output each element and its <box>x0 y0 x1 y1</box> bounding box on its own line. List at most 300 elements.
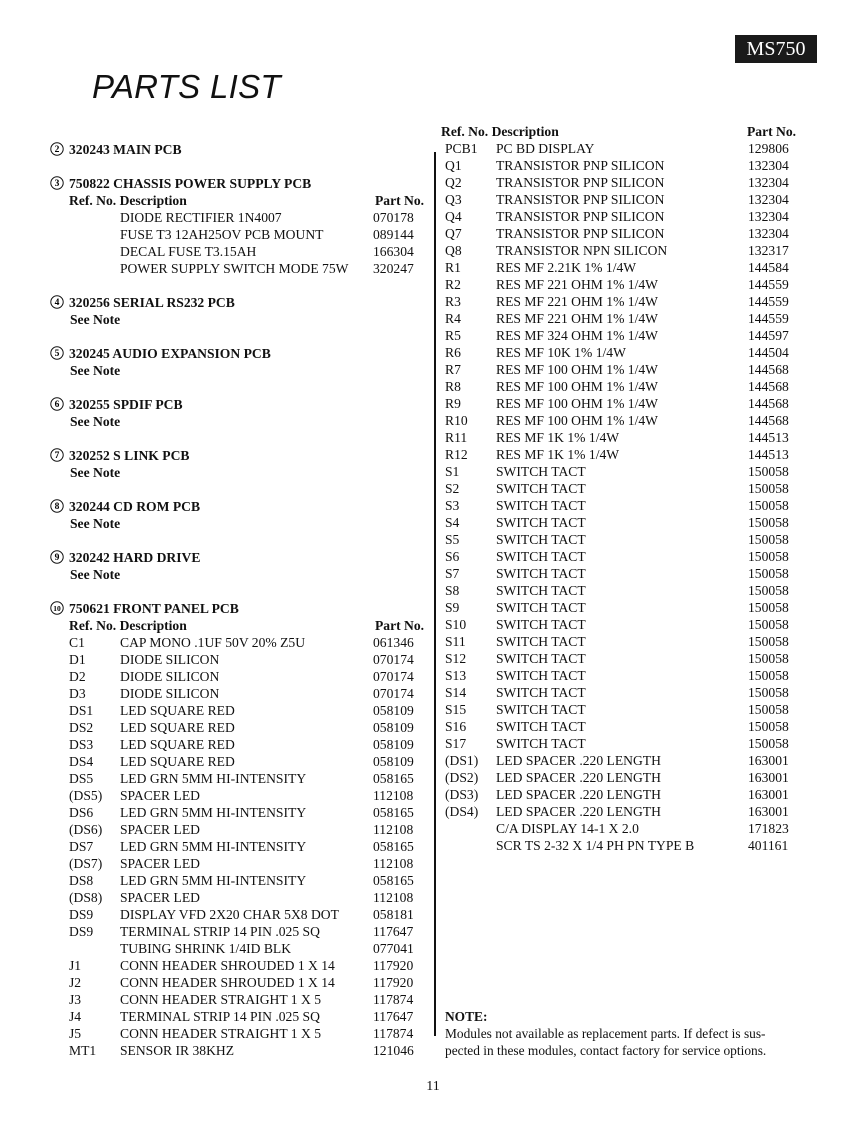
column-header <box>50 617 432 634</box>
ref-no: J3 <box>69 992 82 1007</box>
parts-row <box>441 820 811 837</box>
parts-row <box>50 634 432 651</box>
ref-no: R4 <box>445 311 461 326</box>
description: SWITCH TACT <box>496 566 586 581</box>
ref-no: S11 <box>445 634 466 649</box>
part-no: 150058 <box>748 702 789 717</box>
part-no: 112108 <box>373 822 414 837</box>
parts-row <box>441 140 811 157</box>
description: CONN HEADER SHROUDED 1 X 14 <box>120 958 335 973</box>
parts-row <box>441 837 811 854</box>
ref-no: R9 <box>445 396 461 411</box>
ref-no: S1 <box>445 464 460 479</box>
ref-no: J4 <box>69 1009 82 1024</box>
header-ref-desc: Ref. No. Description <box>69 618 187 633</box>
part-no: 058165 <box>373 771 414 786</box>
description: DECAL FUSE T3.15AH <box>120 244 257 259</box>
description: RES MF 221 OHM 1% 1/4W <box>496 277 659 292</box>
part-no: 061346 <box>373 635 414 650</box>
ref-no: J2 <box>69 975 82 990</box>
parts-row <box>441 480 811 497</box>
part-no: 070174 <box>373 669 414 684</box>
description: CONN HEADER STRAIGHT 1 X 5 <box>120 1026 322 1041</box>
parts-row <box>50 889 432 906</box>
description: TRANSISTOR PNP SILICON <box>496 175 665 190</box>
part-no: 150058 <box>748 464 789 479</box>
part-no: 112108 <box>373 890 414 905</box>
spacer <box>50 379 432 396</box>
section-heading <box>50 549 432 566</box>
description: SPACER LED <box>120 822 200 837</box>
header-ref-desc: Ref. No. Description <box>441 124 559 139</box>
see-note: See Note <box>70 516 121 531</box>
ref-no: C1 <box>69 635 85 650</box>
ref-no: S7 <box>445 566 460 581</box>
part-no: 117874 <box>373 992 414 1007</box>
circled-number-icon <box>50 176 64 190</box>
ref-no: S3 <box>445 498 460 513</box>
description: SWITCH TACT <box>496 719 586 734</box>
parts-row <box>441 650 811 667</box>
description: SPACER LED <box>120 856 200 871</box>
part-no: 163001 <box>748 770 789 785</box>
part-no: 070178 <box>373 210 414 225</box>
part-no: 171823 <box>748 821 789 836</box>
parts-row <box>441 174 811 191</box>
ref-no: DS2 <box>69 720 94 735</box>
parts-row <box>441 327 811 344</box>
part-no: 144584 <box>748 260 789 275</box>
part-no: 058109 <box>373 703 414 718</box>
spacer <box>50 481 432 498</box>
parts-row <box>441 599 811 616</box>
part-no: 058109 <box>373 720 414 735</box>
description: SWITCH TACT <box>496 532 586 547</box>
parts-row <box>441 412 811 429</box>
ref-no: S9 <box>445 600 460 615</box>
model-badge: MS750 <box>735 35 817 63</box>
ref-no: (DS1) <box>445 753 479 768</box>
svg-text:2: 2 <box>54 145 60 156</box>
ref-no: S10 <box>445 617 467 632</box>
parts-row <box>441 276 811 293</box>
section-heading <box>50 447 432 464</box>
parts-row <box>441 497 811 514</box>
section-heading <box>50 396 432 413</box>
ref-no: R8 <box>445 379 461 394</box>
part-no: 058181 <box>373 907 414 922</box>
ref-no: (DS6) <box>69 822 103 837</box>
parts-row <box>441 786 811 803</box>
description: RES MF 1K 1% 1/4W <box>496 447 620 462</box>
section-title: 750621 FRONT PANEL PCB <box>69 601 239 616</box>
description: SWITCH TACT <box>496 481 586 496</box>
see-note: See Note <box>70 312 121 327</box>
parts-row <box>50 1042 432 1059</box>
ref-no: S12 <box>445 651 467 666</box>
page-number: 11 <box>426 1079 440 1094</box>
description: RES MF 100 OHM 1% 1/4W <box>496 362 659 377</box>
note-line: pected in these modules, contact factory for service options. <box>445 1043 767 1058</box>
description: LED SQUARE RED <box>120 737 235 752</box>
ref-no: R10 <box>445 413 468 428</box>
parts-row <box>50 243 432 260</box>
description: CONN HEADER STRAIGHT 1 X 5 <box>120 992 322 1007</box>
description: RES MF 1K 1% 1/4W <box>496 430 620 445</box>
description: TUBING SHRINK 1/4ID BLK <box>120 941 292 956</box>
section-title: 320256 SERIAL RS232 PCB <box>69 295 235 310</box>
parts-row <box>441 293 811 310</box>
part-no: 058165 <box>373 873 414 888</box>
parts-row <box>50 1008 432 1025</box>
section-heading <box>50 345 432 362</box>
parts-row <box>441 769 811 786</box>
spacer <box>50 328 432 345</box>
part-no: 144568 <box>748 379 789 394</box>
part-no: 144513 <box>748 430 789 445</box>
parts-row <box>50 1025 432 1042</box>
parts-row <box>441 514 811 531</box>
parts-row <box>50 719 432 736</box>
part-no: 150058 <box>748 651 789 666</box>
circled-number-icon <box>50 499 64 513</box>
parts-row <box>441 157 811 174</box>
parts-row <box>441 633 811 650</box>
description: SWITCH TACT <box>496 634 586 649</box>
description: TRANSISTOR PNP SILICON <box>496 158 665 173</box>
part-no: 150058 <box>748 668 789 683</box>
parts-row <box>441 548 811 565</box>
description: SWITCH TACT <box>496 736 586 751</box>
spacer <box>50 583 432 600</box>
ref-no: S5 <box>445 532 460 547</box>
ref-no: DS1 <box>69 703 94 718</box>
description: DIODE SILICON <box>120 686 220 701</box>
part-no: 150058 <box>748 736 789 751</box>
ref-no: (DS5) <box>69 788 103 803</box>
ref-no: Q3 <box>445 192 462 207</box>
circled-number-icon <box>50 550 64 564</box>
part-no: 150058 <box>748 583 789 598</box>
see-note: See Note <box>70 567 121 582</box>
svg-text:6: 6 <box>54 400 60 411</box>
description: LED SPACER .220 LENGTH <box>496 804 661 819</box>
section-title: 320242 HARD DRIVE <box>69 550 201 565</box>
part-no: 320247 <box>373 261 414 276</box>
part-no: 117920 <box>373 975 414 990</box>
description: SWITCH TACT <box>496 515 586 530</box>
description: RES MF 324 OHM 1% 1/4W <box>496 328 659 343</box>
spacer <box>50 430 432 447</box>
part-no: 144568 <box>748 362 789 377</box>
ref-no: R2 <box>445 277 461 292</box>
description: LED SPACER .220 LENGTH <box>496 770 661 785</box>
parts-row <box>441 378 811 395</box>
parts-row <box>50 991 432 1008</box>
ref-no: S2 <box>445 481 460 496</box>
parts-row <box>441 735 811 752</box>
parts-row <box>441 310 811 327</box>
spacer <box>50 532 432 549</box>
ref-no: R1 <box>445 260 461 275</box>
column-divider <box>434 152 436 1036</box>
section-title: 320243 MAIN PCB <box>69 142 182 157</box>
parts-row <box>50 923 432 940</box>
part-no: 150058 <box>748 600 789 615</box>
svg-text:3: 3 <box>54 179 60 190</box>
description: LED SQUARE RED <box>120 703 235 718</box>
description: PC BD DISPLAY <box>496 141 595 156</box>
description: LED SQUARE RED <box>120 754 235 769</box>
description: CAP MONO .1UF 50V 20% Z5U <box>120 635 306 650</box>
parts-row <box>441 191 811 208</box>
part-no: 117874 <box>373 1026 414 1041</box>
svg-text:7: 7 <box>54 451 60 462</box>
part-no: 401161 <box>748 838 789 853</box>
parts-row <box>441 752 811 769</box>
parts-row <box>50 940 432 957</box>
ref-no: (DS3) <box>445 787 479 802</box>
part-no: 132304 <box>748 175 789 190</box>
part-no: 150058 <box>748 549 789 564</box>
description: SWITCH TACT <box>496 668 586 683</box>
section-title: 320252 S LINK PCB <box>69 448 190 463</box>
description: SPACER LED <box>120 890 200 905</box>
parts-row <box>441 701 811 718</box>
section-heading <box>50 175 432 192</box>
header-part-no: Part No. <box>375 193 425 208</box>
ref-no: Q1 <box>445 158 462 173</box>
parts-row <box>50 906 432 923</box>
part-no: 150058 <box>748 719 789 734</box>
part-no: 144568 <box>748 396 789 411</box>
ref-no: R5 <box>445 328 461 343</box>
svg-text:9: 9 <box>54 553 60 564</box>
circled-number-icon <box>50 448 64 462</box>
part-no: 150058 <box>748 617 789 632</box>
section-heading <box>50 294 432 311</box>
parts-row <box>441 531 811 548</box>
part-no: 077041 <box>373 941 414 956</box>
description: RES MF 221 OHM 1% 1/4W <box>496 311 659 326</box>
parts-row <box>50 855 432 872</box>
part-no: 129806 <box>748 141 789 156</box>
description: SWITCH TACT <box>496 583 586 598</box>
description: LED SPACER .220 LENGTH <box>496 787 661 802</box>
section-heading <box>50 600 432 617</box>
parts-row <box>50 804 432 821</box>
parts-row <box>441 225 811 242</box>
description: TERMINAL STRIP 14 PIN .025 SQ <box>120 1009 320 1024</box>
description: TRANSISTOR PNP SILICON <box>496 209 665 224</box>
ref-no: J1 <box>69 958 82 973</box>
description: RES MF 100 OHM 1% 1/4W <box>496 379 659 394</box>
description: SWITCH TACT <box>496 464 586 479</box>
note-title: NOTE: <box>445 1009 488 1024</box>
circled-number-icon <box>50 295 64 309</box>
ref-no: R7 <box>445 362 461 377</box>
ref-no: DS8 <box>69 873 94 888</box>
header-ref-desc: Ref. No. Description <box>69 193 187 208</box>
part-no: 058165 <box>373 805 414 820</box>
ref-no: S17 <box>445 736 467 751</box>
parts-row <box>50 209 432 226</box>
description: RES MF 10K 1% 1/4W <box>496 345 626 360</box>
section-title: 320255 SPDIF PCB <box>69 397 183 412</box>
circled-number-icon <box>50 142 64 156</box>
parts-row <box>441 208 811 225</box>
part-no: 150058 <box>748 685 789 700</box>
parts-row <box>441 718 811 735</box>
circled-number-icon <box>50 601 64 615</box>
parts-row <box>441 463 811 480</box>
description: DIODE RECTIFIER 1N4007 <box>120 210 282 225</box>
parts-row <box>50 872 432 889</box>
part-no: 121046 <box>373 1043 414 1058</box>
part-no: 132304 <box>748 158 789 173</box>
ref-no: DS5 <box>69 771 94 786</box>
ref-no: MT1 <box>69 1043 97 1058</box>
ref-no: S6 <box>445 549 460 564</box>
ref-no: PCB1 <box>445 141 478 156</box>
ref-no: DS4 <box>69 754 94 769</box>
ref-no: D1 <box>69 652 86 667</box>
svg-text:5: 5 <box>54 349 60 360</box>
part-no: 058165 <box>373 839 414 854</box>
note-line: Modules not available as replacement parts. If defect is sus- <box>445 1026 766 1041</box>
parts-row <box>441 361 811 378</box>
parts-row <box>50 736 432 753</box>
parts-row <box>50 753 432 770</box>
description: SWITCH TACT <box>496 600 586 615</box>
description: RES MF 221 OHM 1% 1/4W <box>496 294 659 309</box>
parts-row <box>50 668 432 685</box>
section-heading <box>50 498 432 515</box>
parts-row <box>50 770 432 787</box>
part-no: 144559 <box>748 294 789 309</box>
see-note: See Note <box>70 465 121 480</box>
section-title: 320245 AUDIO EXPANSION PCB <box>69 346 271 361</box>
description: SWITCH TACT <box>496 702 586 717</box>
description: LED GRN 5MM HI-INTENSITY <box>120 805 307 820</box>
parts-row <box>50 226 432 243</box>
description: SENSOR IR 38KHZ <box>120 1043 235 1058</box>
parts-row <box>50 957 432 974</box>
circled-number-icon <box>50 397 64 411</box>
column-header <box>50 192 432 209</box>
ref-no: R12 <box>445 447 468 462</box>
description: TRANSISTOR NPN SILICON <box>496 243 668 258</box>
ref-no: S15 <box>445 702 467 717</box>
parts-row <box>441 667 811 684</box>
part-no: 132304 <box>748 209 789 224</box>
part-no: 144504 <box>748 345 789 360</box>
ref-no: S16 <box>445 719 467 734</box>
description: RES MF 100 OHM 1% 1/4W <box>496 396 659 411</box>
part-no: 144559 <box>748 311 789 326</box>
see-note: See Note <box>70 414 121 429</box>
part-no: 144597 <box>748 328 789 343</box>
ref-no: Q8 <box>445 243 462 258</box>
ref-no: (DS7) <box>69 856 103 871</box>
description: DIODE SILICON <box>120 669 220 684</box>
part-no: 070174 <box>373 686 414 701</box>
description: RES MF 2.21K 1% 1/4W <box>496 260 637 275</box>
description: TERMINAL STRIP 14 PIN .025 SQ <box>120 924 320 939</box>
description: SWITCH TACT <box>496 685 586 700</box>
description: LED GRN 5MM HI-INTENSITY <box>120 873 307 888</box>
left-column <box>50 141 432 1059</box>
part-no: 058109 <box>373 737 414 752</box>
part-no: 132317 <box>748 243 789 258</box>
parts-row <box>441 684 811 701</box>
parts-row <box>50 685 432 702</box>
parts-row <box>441 616 811 633</box>
circled-number-icon <box>50 346 64 360</box>
parts-row <box>441 259 811 276</box>
part-no: 163001 <box>748 753 789 768</box>
ref-no: S14 <box>445 685 467 700</box>
part-no: 132304 <box>748 192 789 207</box>
parts-row <box>50 702 432 719</box>
section-title: 320244 CD ROM PCB <box>69 499 201 514</box>
right-column <box>441 123 811 854</box>
ref-no: DS9 <box>69 924 94 939</box>
part-no: 144559 <box>748 277 789 292</box>
description: FUSE T3 12AH25OV PCB MOUNT <box>120 227 324 242</box>
parts-row <box>50 651 432 668</box>
ref-no: Q7 <box>445 226 462 241</box>
parts-row <box>50 260 432 277</box>
part-no: 150058 <box>748 532 789 547</box>
ref-no: S4 <box>445 515 460 530</box>
ref-no: DS3 <box>69 737 94 752</box>
parts-row <box>441 565 811 582</box>
ref-no: J5 <box>69 1026 82 1041</box>
part-no: 144568 <box>748 413 789 428</box>
page-title: PARTS LIST <box>92 68 281 105</box>
part-no: 150058 <box>748 566 789 581</box>
svg-text:4: 4 <box>54 298 60 309</box>
parts-row <box>50 821 432 838</box>
part-no: 150058 <box>748 498 789 513</box>
description: SWITCH TACT <box>496 617 586 632</box>
ref-no: (DS4) <box>445 804 479 819</box>
description: LED GRN 5MM HI-INTENSITY <box>120 839 307 854</box>
parts-row <box>441 446 811 463</box>
parts-row <box>50 787 432 804</box>
description: SWITCH TACT <box>496 498 586 513</box>
part-no: 132304 <box>748 226 789 241</box>
description: SWITCH TACT <box>496 651 586 666</box>
description: POWER SUPPLY SWITCH MODE 75W <box>120 261 349 276</box>
ref-no: D3 <box>69 686 86 701</box>
description: SPACER LED <box>120 788 200 803</box>
parts-row <box>441 344 811 361</box>
part-no: 112108 <box>373 788 414 803</box>
parts-row <box>441 582 811 599</box>
header-part-no: Part No. <box>747 124 797 139</box>
part-no: 150058 <box>748 481 789 496</box>
description: LED SQUARE RED <box>120 720 235 735</box>
parts-row <box>50 974 432 991</box>
part-no: 144513 <box>748 447 789 462</box>
description: TRANSISTOR PNP SILICON <box>496 226 665 241</box>
section-title: 750822 CHASSIS POWER SUPPLY PCB <box>69 176 312 191</box>
svg-text:10: 10 <box>53 604 61 614</box>
section-heading <box>50 141 432 158</box>
part-no: 163001 <box>748 787 789 802</box>
